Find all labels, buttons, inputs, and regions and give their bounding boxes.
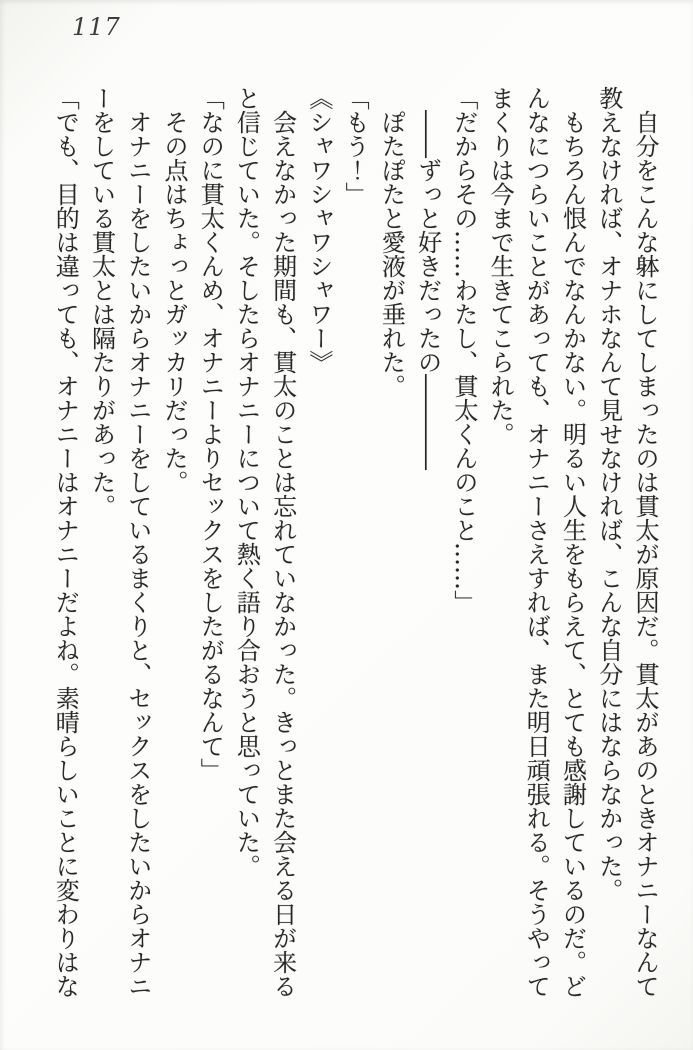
- paragraph: 自分をこんな躰にしてしまったのは貫太が原因だ。貫太があのときオナニーなんて教えなければ、オナホなんて見せなければ、こんな自分にはならなかった。: [594, 86, 659, 998]
- paragraph: 会えなかった期間も、貫太のことは忘れていなかった。きっとまた会える日が来ると信じていた。そしたらオナニーについて熱く語り合おうと思っていた。: [232, 86, 297, 998]
- paragraph: 「でも、目的は違っても、オナニーはオナニーだよね。素晴らしいことに変わりはな: [51, 86, 80, 998]
- paragraph: 「なのに貫太くんめ、オナニーよりセックスをしたがるなんて」: [196, 86, 225, 782]
- page-number: 117: [72, 13, 121, 41]
- paragraph: 《シャワシャワシャワー》: [304, 86, 333, 374]
- paragraph: ――ずっと好きだったの――――: [413, 110, 442, 470]
- paragraph: 「もう！」: [341, 86, 370, 206]
- paragraph: もちろん恨んでなんかない。明るい人生をもらえて、とても感謝しているのだ。どんなにつらいことがあっても、オナニーさえすれば、また明日頑張れる。そうやってまくりは今まで生きてこられた。: [486, 86, 587, 998]
- paragraph: ぽたぽたと愛液が垂れた。: [377, 110, 406, 398]
- text-area: [47, 86, 663, 1002]
- paragraph: その点はちょっとガッカリだった。: [159, 110, 188, 494]
- paragraph: オナニーをしたいからオナニーをしているまくりと、セックスをしたいからオナニーをしている貫太とは隔たりがあった。: [87, 86, 152, 998]
- paragraph: 「だからその……わたし、貫太くんのこと……」: [449, 86, 478, 614]
